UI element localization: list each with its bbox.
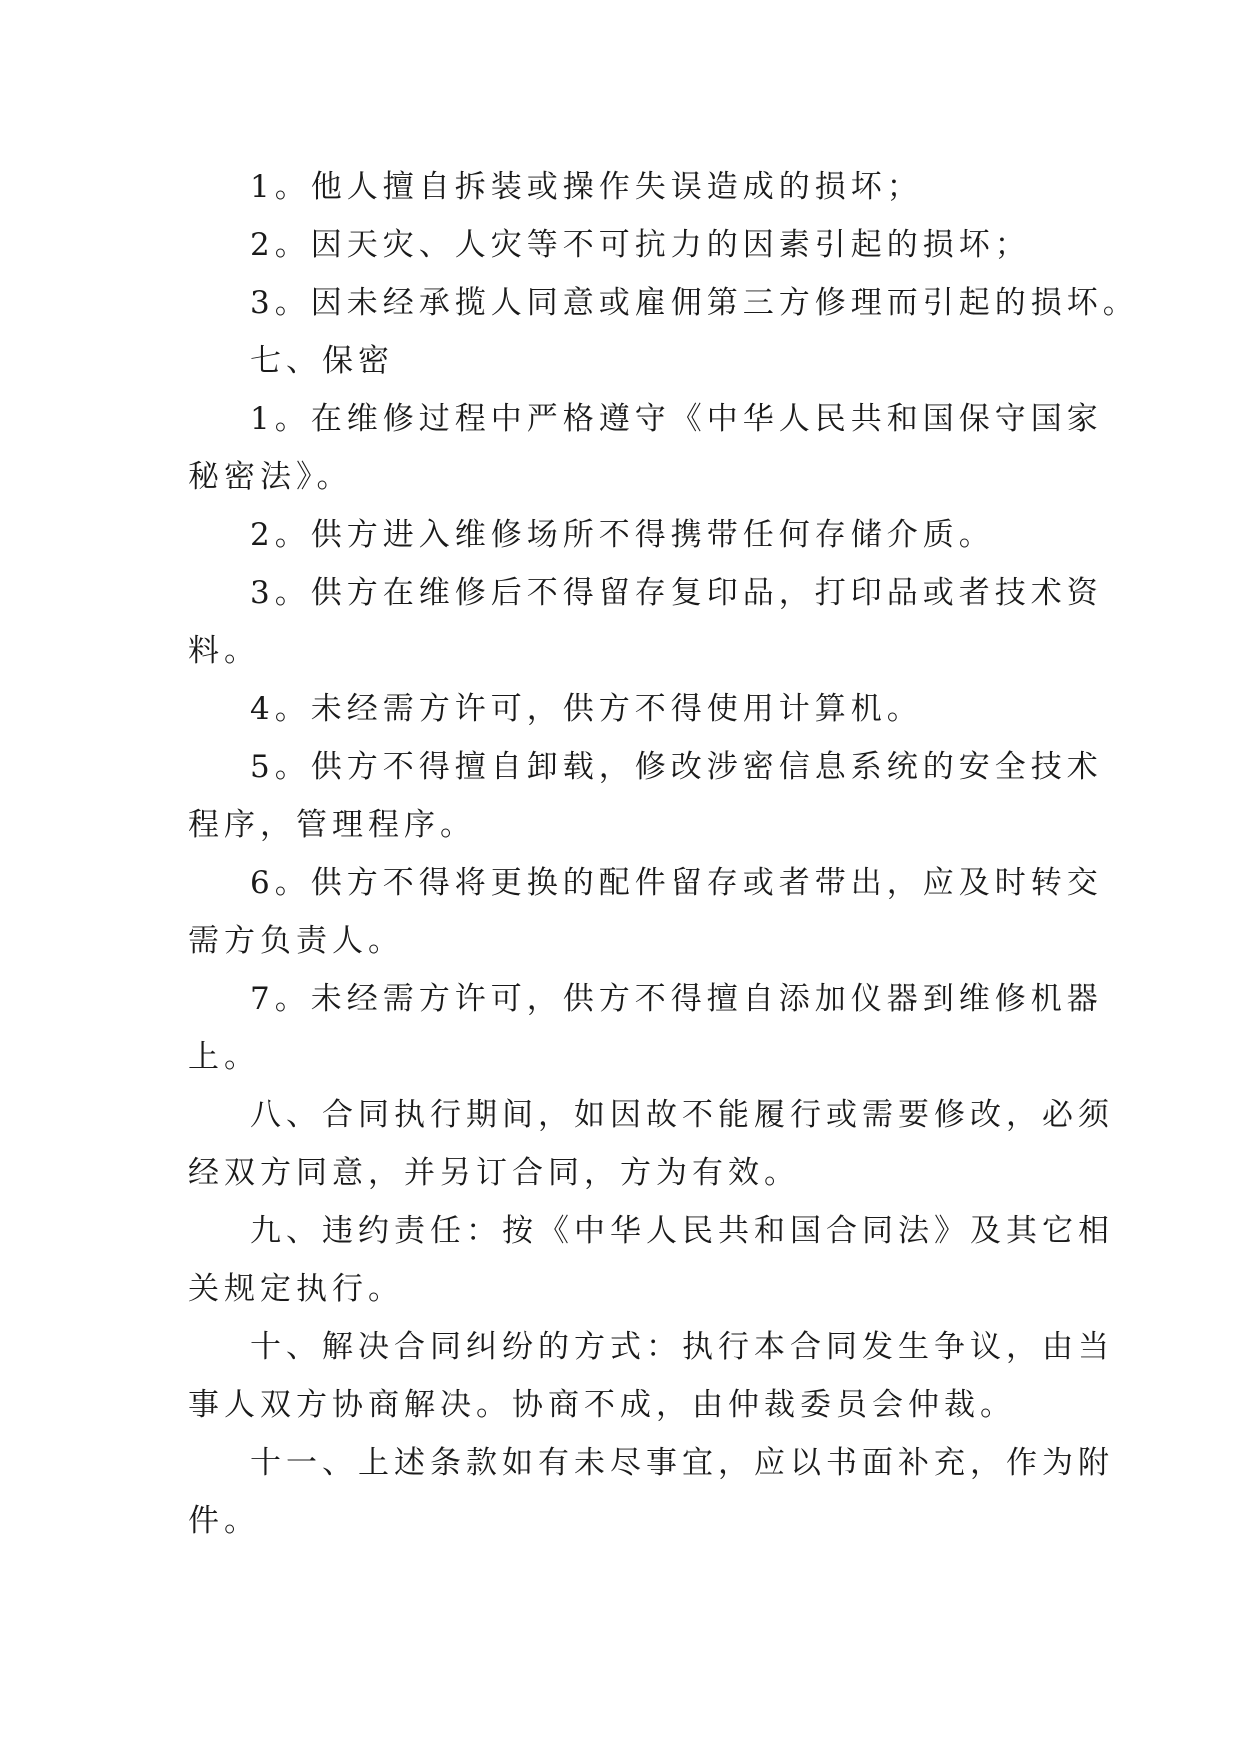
section-heading-confidentiality: 七、保密	[250, 343, 394, 379]
clause-7-item-5-line-1: 5。供方不得擅自卸载，修改涉密信息系统的安全技术	[250, 749, 1103, 785]
clause-7-item-2: 2。供方进入维修场所不得携带任何存储介质。	[250, 517, 995, 553]
section-8-line-2: 经双方同意，并另订合同，方为有效。	[188, 1155, 800, 1191]
section-10-line-2: 事人双方协商解决。协商不成，由仲裁委员会仲裁。	[188, 1387, 1016, 1423]
clause-7-item-7-line-1: 7。未经需方许可，供方不得擅自添加仪器到维修机器	[250, 981, 1103, 1017]
clause-7-item-1-line-1: 1。在维修过程中严格遵守《中华人民共和国保守国家	[250, 401, 1103, 437]
section-8-line-1: 八、合同执行期间，如因故不能履行或需要修改，必须	[250, 1097, 1114, 1133]
clause-7-item-3-line-1: 3。供方在维修后不得留存复印品，打印品或者技术资	[250, 575, 1103, 611]
clause-7-item-3-line-2: 料。	[188, 633, 260, 669]
clause-7-item-6-line-1: 6。供方不得将更换的配件留存或者带出，应及时转交	[250, 865, 1103, 901]
section-11-line-1: 十一、上述条款如有未尽事宜，应以书面补充，作为附	[250, 1445, 1114, 1481]
clause-6-item-3: 3。因未经承揽人同意或雇佣第三方修理而引起的损坏。	[250, 285, 1139, 321]
clause-7-item-1-line-2: 秘密法》。	[188, 459, 353, 495]
clause-6-item-1: 1。他人擅自拆装或操作失误造成的损坏；	[250, 169, 923, 205]
clause-7-item-7-line-2: 上。	[188, 1039, 260, 1075]
section-11-line-2: 件。	[188, 1503, 260, 1539]
clause-7-item-6-line-2: 需方负责人。	[188, 923, 404, 959]
clause-6-item-2: 2。因天灾、人灾等不可抗力的因素引起的损坏；	[250, 227, 1031, 263]
clause-7-item-5-line-2: 程序，管理程序。	[188, 807, 476, 843]
section-9-line-2: 关规定执行。	[188, 1271, 404, 1307]
section-9-line-1: 九、违约责任：按《中华人民共和国合同法》及其它相	[250, 1213, 1114, 1249]
section-10-line-1: 十、解决合同纠纷的方式：执行本合同发生争议，由当	[250, 1329, 1114, 1365]
clause-7-item-4: 4。未经需方许可，供方不得使用计算机。	[250, 691, 923, 727]
